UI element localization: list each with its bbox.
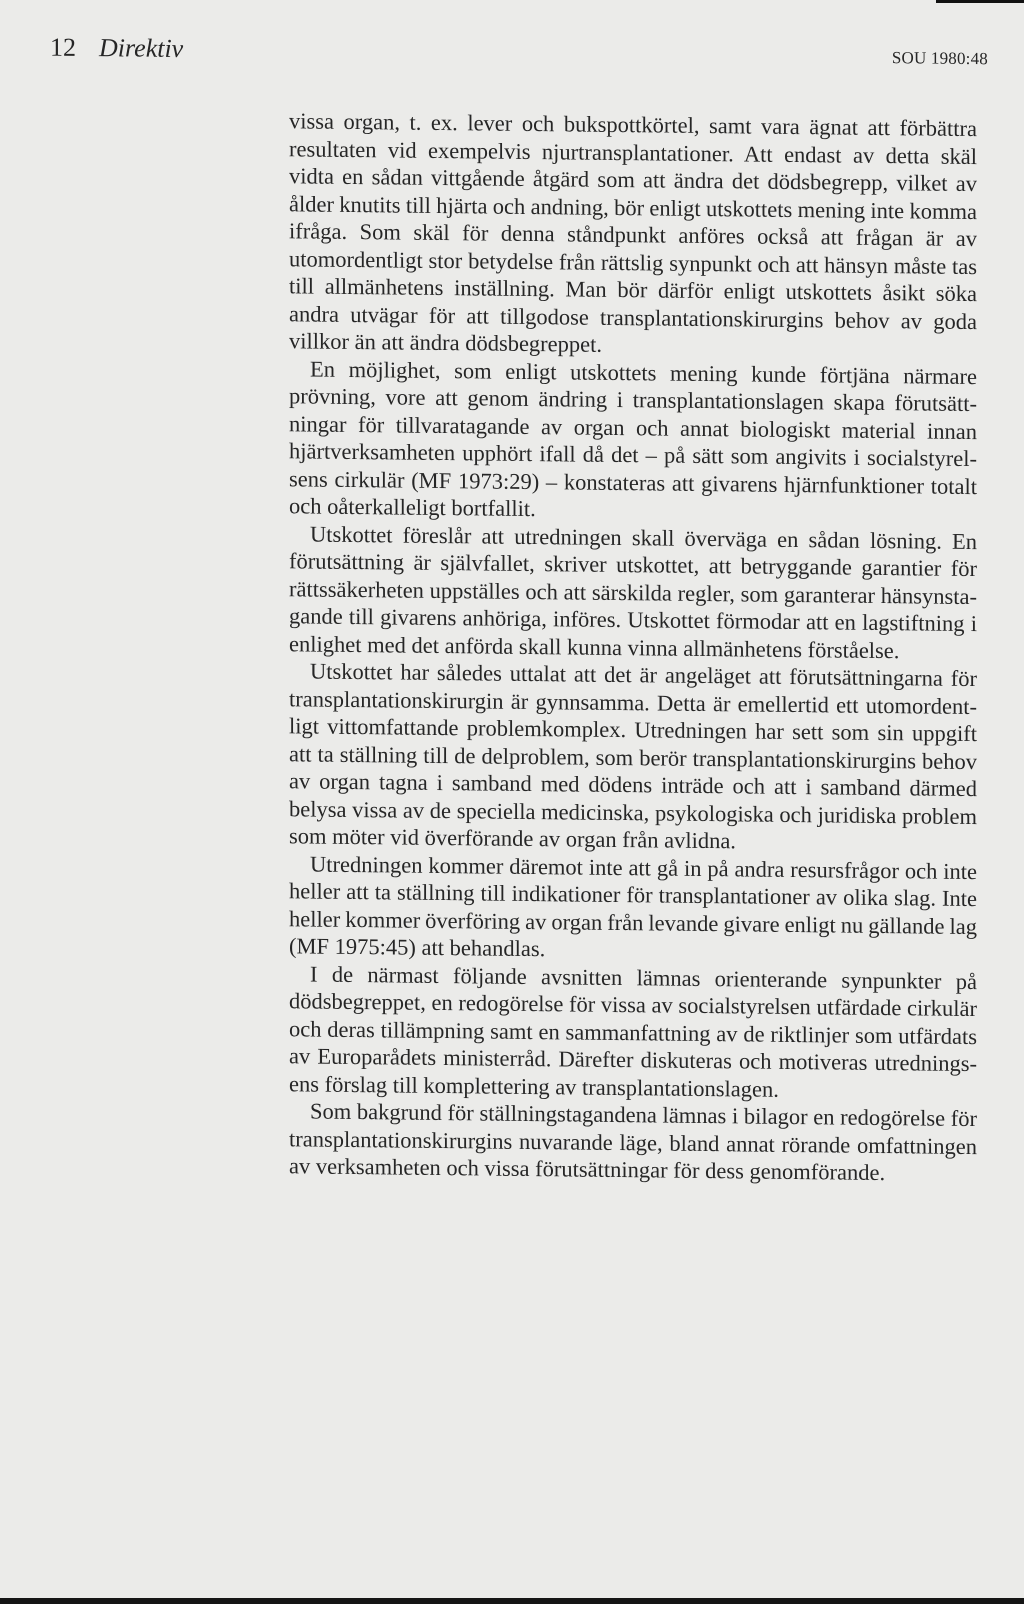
text-line: utomordentligt stor betydelse från rättslig synpunkt och att hänsyn måste tas <box>289 245 977 279</box>
text-line: belysa vissa av de speciella medicinska, psykologiska och juridiska problem <box>289 795 977 829</box>
text-line: ifråga. Som skäl för denna ståndpunkt anföres också att frågan är av <box>289 218 977 252</box>
text-line: sens cirkulär (MF 1973:29) – konstateras att givarens hjärnfunktioner totalt <box>289 465 977 499</box>
text-line: villkor än att ändra dödsbegreppet. <box>289 328 603 357</box>
text-line: vidta en sådan vittgående åtgärd som att ändra det dödsbegrepp, vilket av <box>289 163 977 197</box>
text-line: vissa organ, t. ex. lever och bukspottkörtel, samt vara ägnat att förbättra <box>289 108 977 142</box>
text-line: gande till givarens anhöriga, införes. Utskottet förmodar att en lagstiftning i <box>289 603 977 637</box>
text-line: ålder knutits till hjärta och andning, bör enligt utskottets mening inte komma <box>289 190 977 224</box>
text-line: (MF 1975:45) att behandlas. <box>289 933 546 962</box>
section-title: Direktiv <box>99 33 184 64</box>
paragraph <box>289 850 977 968</box>
text-line: rättssäkerheten uppställes och att särskilda regler, som garanterar hänsynsta- <box>289 575 977 609</box>
text-line: till allmänhetens inställning. Man bör därför enligt utskottets åsikt söka <box>289 273 977 307</box>
paragraph <box>289 520 977 665</box>
paragraph <box>289 960 977 1105</box>
text-line: och deras tillämpning samt en sammanfattning av de riktlinjer som utfärdats <box>289 1015 977 1049</box>
text-line: Utskottet har således uttalat att det är angeläget att förutsättningarna för <box>310 658 977 692</box>
page-number: 12 <box>50 32 76 62</box>
text-line: av organ tagna i samband med dödens inträde och att i samband därmed <box>289 768 977 802</box>
text-line: av Europarådets ministerråd. Därefter diskuteras och motiveras utrednings- <box>289 1043 977 1077</box>
text-line: heller att ta ställning till indikationer för transplantationer av olika slag. Inte <box>289 878 977 912</box>
text-line: Utredningen kommer däremot inte att gå in på andra resursfrågor och inte <box>310 851 977 884</box>
body-text <box>289 107 977 1187</box>
text-line: prövning, vore att genom ändring i transplantationslagen skapa förutsätt- <box>289 383 977 417</box>
text-line: Utskottet föreslår att utredningen skall överväga en sådan lösning. En <box>310 521 977 554</box>
text-line: En möjlighet, som enligt utskottets mening kunde förtjäna närmare <box>310 356 977 389</box>
paragraph <box>289 1097 977 1187</box>
text-line: transplantationskirurgins nuvarande läge, bland annat rörande omfattningen <box>289 1125 977 1159</box>
text-line: ens förslag till komplettering av transplantationslagen. <box>289 1070 779 1102</box>
text-line: Som bakgrund för ställningstagandena lämnas i bilagor en redogörelse för <box>310 1098 977 1132</box>
text-line: dödsbegreppet, en redogörelse för vissa av socialstyrelsen utfärdade cirkulär <box>289 988 977 1022</box>
text-line: transplantationskirurgin är gynnsamma. Detta är emellertid ett utomordent- <box>289 685 977 719</box>
text-line: I de närmast följande avsnitten lämnas orienterande synpunkter på <box>310 961 977 994</box>
text-line: som möter vid överförande av organ från avlidna. <box>289 823 736 854</box>
text-line: enlighet med det anförda skall kunna vinna allmänhetens förståelse. <box>289 630 900 663</box>
paragraph <box>289 107 977 362</box>
text-line: heller kommer överföring av organ från levande givare enligt nu gällande lag <box>289 905 977 939</box>
text-line: resultaten vid exempelvis njurtransplantationer. Att endast av detta skäl <box>289 135 977 169</box>
text-line: andra utvägar för att tillgodose transplantationskirurgins behov av goda <box>289 300 977 334</box>
text-line: hjärtverksamheten upphört ifall då det – på sätt som angivits i socialstyrel- <box>289 438 977 472</box>
publication-id: SOU 1980:48 <box>891 48 988 69</box>
paragraph <box>289 355 977 528</box>
text-line: ligt vittomfattande problemkomplex. Utredningen har sett som sin uppgift <box>289 713 977 747</box>
text-line: att ta ställning till de delproblem, som berör transplantationskirurgins behov <box>289 740 977 774</box>
page-header <box>0 0 1024 69</box>
text-line: och oåterkalleligt bortfallit. <box>289 493 536 522</box>
scan-edge-top <box>936 0 1024 3</box>
text-line: av verksamheten och vissa förutsättningar för dess genomförande. <box>289 1153 886 1186</box>
text-line: ningar för tillvaratagande av organ och annat biologiskt material innan <box>289 410 977 444</box>
paragraph <box>289 657 977 857</box>
text-line: förutsättning är självfallet, skriver utskottet, att betryggande garantier för <box>289 548 977 582</box>
